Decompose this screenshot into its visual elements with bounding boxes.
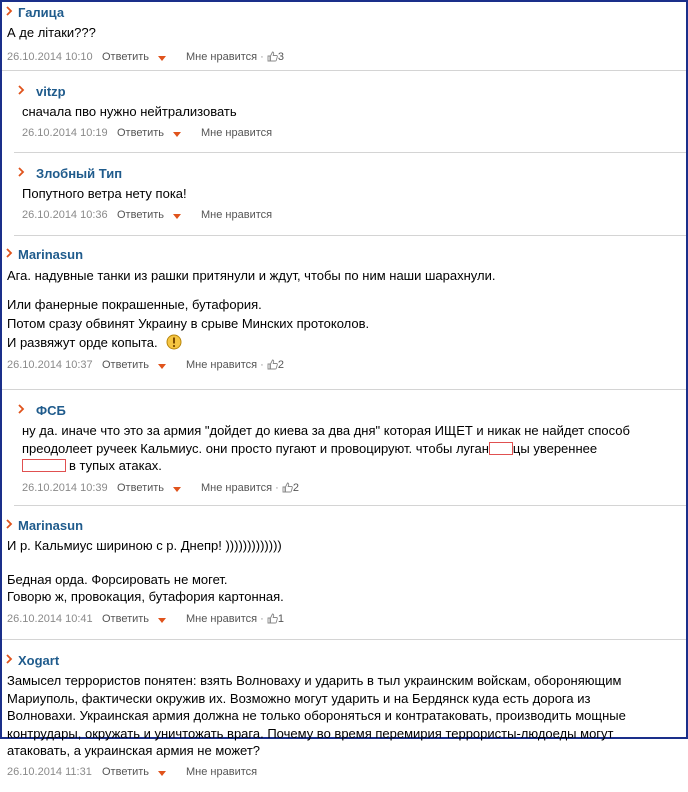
chevron-down-icon[interactable] — [158, 618, 166, 623]
comment-author[interactable]: Галица — [18, 5, 65, 20]
comment-author[interactable]: Злобный Тип — [36, 166, 123, 181]
comment-date: 26.10.2014 10:36 — [22, 208, 108, 221]
thumbs-up-icon — [282, 482, 293, 496]
reply-button[interactable]: Ответить — [117, 481, 165, 494]
comment-header — [2, 2, 686, 24]
like-button[interactable]: Мне нравится · 1 — [186, 613, 285, 625]
reply-button[interactable]: Ответить — [102, 50, 150, 63]
chevron-down-icon[interactable] — [173, 132, 181, 137]
comment-date: 26.10.2014 10:10 — [7, 50, 93, 63]
chevron-right-icon — [18, 167, 24, 177]
comment — [14, 81, 686, 153]
like-button[interactable]: Мне нравится · 3 — [186, 50, 285, 63]
like-button[interactable]: Мне нравится — [201, 126, 273, 139]
comment — [2, 650, 686, 792]
comment-meta — [2, 609, 686, 629]
comment-text: сначала пво нужно нейтрализовать — [22, 104, 237, 119]
chevron-down-icon[interactable] — [158, 364, 166, 369]
comment-text: Ага. надувные танки из рашки притянули и ждут, чтобы по ним наши шарахнули. Или фанерные покрашенные, бутафория. Потом сразу обвинят Украину в срыве Минских протоколов. И развяжут орде копыта. — [7, 266, 678, 355]
comment-text: ну да. иначе что это за армия "дойдет до киева за два дня" которая ИЩЕТ и никак не найдет способ преодолеет ручеек Кальмиус. они просто пугают и провоцируют. чтобы луган цы увереннее в тупых атаках. — [22, 423, 630, 473]
comment-meta — [14, 478, 686, 498]
comment-author[interactable]: ФСБ — [36, 403, 66, 418]
reply-button[interactable]: Ответить — [102, 613, 150, 625]
reply-button[interactable]: Ответить — [117, 126, 165, 139]
comment-date: 26.10.2014 10:19 — [22, 126, 108, 139]
chevron-right-icon — [6, 654, 12, 664]
comment-header — [2, 650, 686, 672]
comment — [2, 244, 686, 390]
comment — [2, 515, 686, 640]
comment-header — [14, 163, 686, 185]
comment-text: И р. Кальмиус шириною с р. Днепр! ))))))))))))) Бедная орда. Форсировать не могет. Говорю ж, провокация, бутафория картонная. — [7, 538, 284, 604]
comment-meta — [14, 205, 686, 225]
chevron-right-icon — [6, 519, 12, 529]
thumbs-up-icon — [267, 359, 278, 373]
comment-author[interactable]: vitzp — [36, 84, 66, 99]
comment-date: 26.10.2014 10:37 — [7, 359, 93, 371]
reply-button[interactable]: Ответить — [117, 208, 165, 221]
censored-text — [22, 459, 66, 472]
comment — [14, 400, 686, 506]
like-button[interactable]: Мне нравится · 2 — [186, 359, 285, 371]
comment-meta — [2, 762, 686, 782]
comment-author[interactable]: Marinasun — [18, 247, 84, 262]
comment-meta — [2, 47, 686, 67]
chevron-right-icon — [6, 248, 12, 258]
comment-date: 26.10.2014 10:41 — [7, 613, 93, 625]
chevron-right-icon — [18, 85, 24, 95]
reply-button[interactable]: Ответить — [102, 359, 150, 371]
comment-text: Замысел террористов понятен: взять Волноваху и ударить в тыл украинским войскам, обороняющим Мариуполь, фактически окружив их. Возможно могут ударить и на Бердянск куда есть дорога из Волновахи. Украинская армия должна не только обороняться и контратаковать, производить мощные контрудары, окружать и уничтожать врага. Почему во время перемирия террористы-людоеды могут атаковать, а украинская армия не может? — [7, 673, 626, 758]
warning-smiley-icon — [166, 334, 182, 355]
comment-header — [14, 400, 686, 422]
comment-meta — [14, 123, 686, 143]
comment-author[interactable]: Xogart — [18, 653, 60, 668]
comment-date: 26.10.2014 10:39 — [22, 481, 108, 494]
thumbs-up-icon — [267, 613, 278, 627]
like-button[interactable]: Мне нравится — [186, 765, 258, 778]
comment — [14, 163, 686, 236]
comment-meta — [2, 355, 686, 375]
comment — [2, 2, 686, 71]
comment-header — [2, 515, 686, 537]
chevron-down-icon[interactable] — [173, 214, 181, 219]
chevron-right-icon — [6, 6, 12, 16]
chevron-right-icon — [18, 404, 24, 414]
chevron-down-icon[interactable] — [158, 56, 166, 61]
comment-header — [14, 81, 686, 103]
comment-text: А де літаки??? — [7, 25, 96, 40]
comment-author[interactable]: Marinasun — [18, 518, 84, 533]
comment-date: 26.10.2014 11:31 — [7, 765, 92, 778]
thumbs-up-icon — [267, 51, 278, 65]
chevron-down-icon[interactable] — [158, 771, 166, 776]
censored-text — [489, 442, 513, 455]
comment-text: Попутного ветра нету пока! — [22, 186, 187, 201]
comment-header — [2, 244, 686, 266]
like-button[interactable]: Мне нравится · 2 — [201, 481, 300, 494]
reply-button[interactable]: Ответить — [102, 765, 150, 778]
like-button[interactable]: Мне нравится — [201, 208, 273, 221]
chevron-down-icon[interactable] — [173, 487, 181, 492]
